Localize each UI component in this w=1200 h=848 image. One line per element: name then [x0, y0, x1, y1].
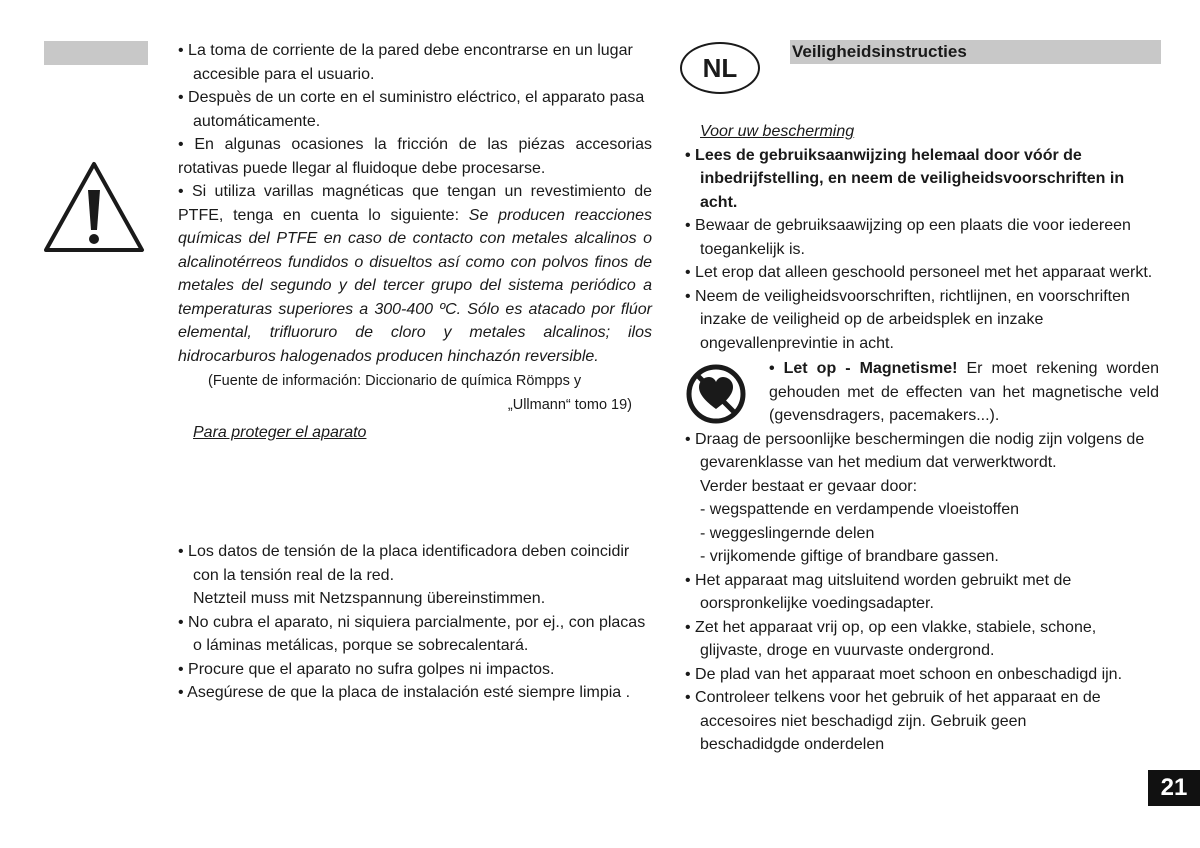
source-line-1: (Fuente de información: Diccionario de química Römpps y	[208, 373, 582, 389]
list-item: • Zet het apparaat vrij op, op een vlakke, stabiele, schone, glijvaste, droge en vuurvaste ondergrond.	[685, 618, 1097, 659]
dash-item: - wegspattende en verdampende vloeistoffen	[700, 501, 1020, 518]
no-pacemaker-icon	[685, 363, 747, 425]
left-column	[178, 39, 652, 445]
subheading: Voor uw bescherming	[700, 123, 855, 140]
dash-item: - weggeslingernde delen	[700, 524, 875, 542]
magnet-block	[685, 357, 1159, 428]
list-item: • Controleer telkens voor het gebruik of het apparaat en de accesoires niet beschadigd zijn. Gebruik geen beschadidgde onderdelen	[685, 689, 1101, 753]
ptfe-paragraph	[178, 180, 652, 368]
list-item: • De plad van het apparaat moet schoon en onbeschadigd ijn.	[685, 665, 1123, 683]
list-item: • No cubra el aparato, ni siquiera parcialmente, por ej., con placas o láminas metálicas, porque se sobrecalentará.	[178, 613, 646, 654]
list-item: • Het apparaat mag uitsluitend worden gebruikt met de oorspronkelijke voedingsadapter.	[685, 571, 1072, 612]
source-line-2: „Ullmann“ tomo 19)	[507, 396, 632, 413]
magnet-bold: • Let op - Magnetisme!	[769, 360, 958, 377]
dash-item: - vrijkomende giftige of brandbare gassen.	[700, 548, 999, 565]
magnet-rest: Er moet rekening worden gehouden met de effecten van het magnetische veld (gevensdragers, pacemakers...).	[769, 360, 1159, 424]
list-item: • Let erop dat alleen geschoold personeel met het apparaat werkt.	[685, 264, 1153, 281]
bold-bullet: • Lees de gebruiksaanwijzing helemaal door vóór de inbedrijfstelling, en neem de veiligheidsvoorschriften in acht.	[685, 146, 1125, 211]
ppe-sub-intro: Verder bestaat er gevaar door:	[700, 477, 918, 495]
warning-triangle-icon	[42, 160, 146, 254]
list-item: • Bewaar de gebruiksaawijzing op een plaats die voor iedereen toegankelijk is.	[685, 217, 1131, 258]
list-item: • Neem de veiligheidsvoorschriften, richtlijnen, en voorschriften inzake de veiligheid op de arbeidsplek en inzake ongevallenprevintie in acht.	[685, 287, 1130, 352]
list-item: • En algunas ocasiones la fricción de las piézas accesorias rotativas puede llegar al fluidoque debe procesarse.	[178, 136, 652, 177]
magnet-text	[769, 357, 1159, 428]
protect-heading: Para proteger el aparato	[193, 424, 367, 441]
list-item: • Procure que el aparato no sufra golpes ni impactos.	[178, 660, 555, 678]
list-item: • Los datos de tensión de la placa identificadora deben coincidir con la tensión real de la red.	[178, 543, 630, 584]
netzteil-line: Netzteil muss mit Netzspannung übereinstimmen.	[193, 590, 546, 607]
list-item: • Despuès de un corte en el suministro eléctrico, el apparato pasa automáticamente.	[178, 89, 645, 130]
list-item: • Draag de persoonlijke beschermingen die nodig zijn volgens de gevarenklasse van het medium dat verwerktwordt.	[685, 430, 1145, 471]
left-column-bottom	[178, 540, 652, 705]
right-column	[685, 120, 1159, 757]
page-number: 21	[1148, 770, 1200, 806]
list-item: • La toma de corriente de la pared debe encontrarse en un lugar accesible para el usuario.	[178, 42, 633, 83]
header-gray-bar	[44, 41, 148, 65]
list-item: • Asegúrese de que la placa de instalación esté siempre limpia .	[178, 684, 631, 701]
language-badge: NL	[680, 42, 760, 94]
ptfe-intro: • Si utiliza varillas magnéticas que tengan un revestimiento de PTFE, tenga en cuenta lo siguiente:	[178, 183, 652, 224]
ptfe-italic: Se producen reacciones químicas del PTFE en caso de contacto con metales alcalinos o alcalinotérreos fundidos o disueltos así como con polvos finos de metales del segundo y del tercer grupo del sistema periódico a temperaturas superiores a 300-400 ºC. Sólo es atacado por flúor elemental, trifluoruro de cloro y metales alcalinos; ilos hidrocarburos halogenados producen hinchazón reversible.	[178, 206, 653, 365]
section-title: Veiligheidsinstructies	[790, 40, 1161, 64]
